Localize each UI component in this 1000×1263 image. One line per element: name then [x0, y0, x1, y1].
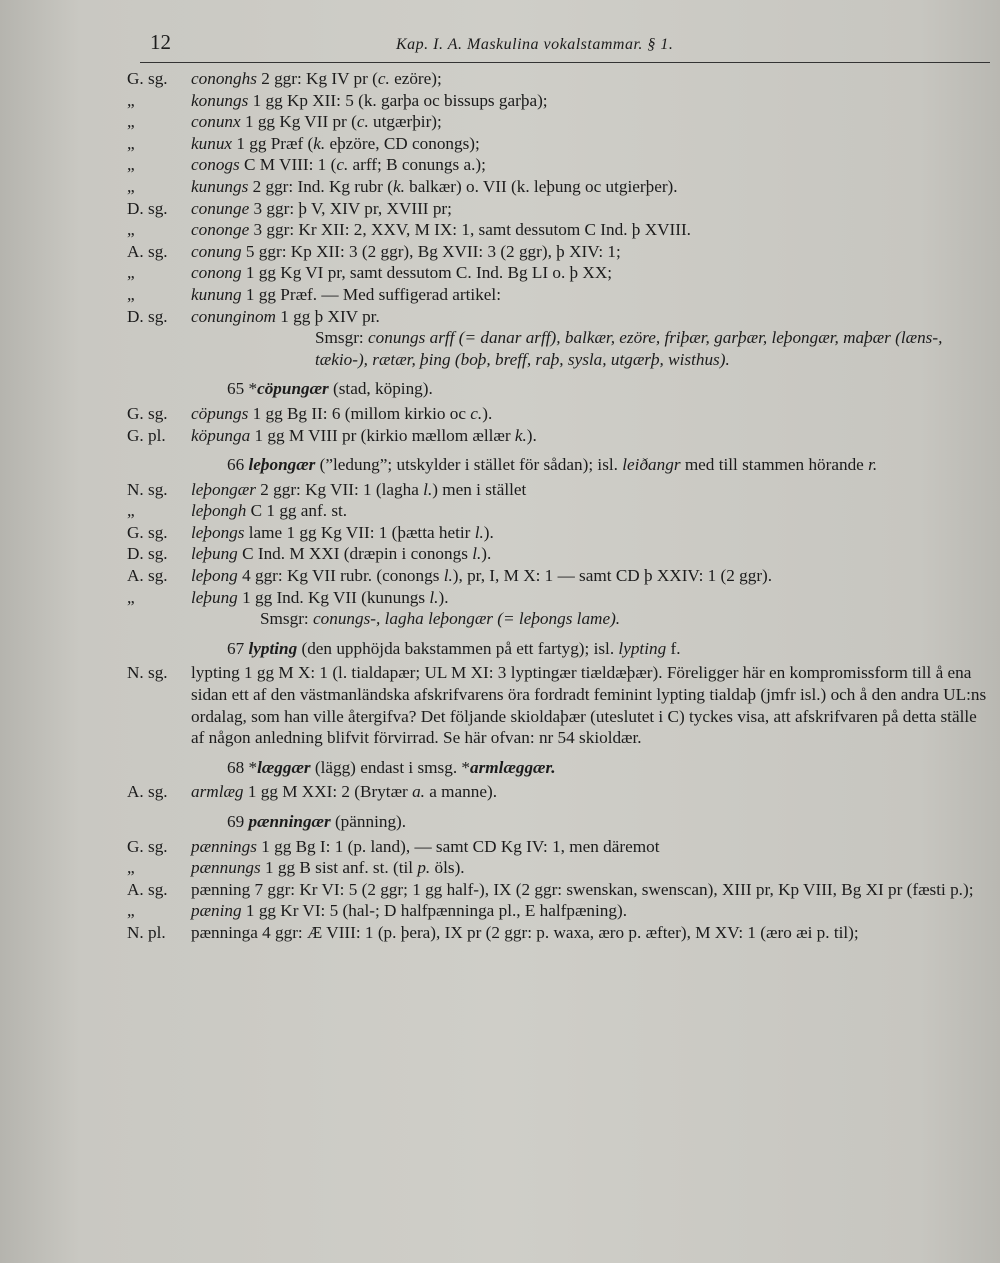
form-line — [127, 587, 989, 609]
form-line — [127, 836, 989, 858]
form-line — [127, 90, 989, 112]
form-label: N. sg. — [127, 479, 168, 499]
form-label: D. sg. — [127, 306, 168, 326]
entry-69-forms — [127, 836, 989, 879]
form-text: 1 gg Kg VII pr ( — [240, 112, 357, 132]
form-line — [127, 284, 989, 306]
headword: pænningær — [248, 812, 331, 831]
form-abbrev: k. — [313, 133, 326, 153]
entry-number: 65 * — [227, 379, 258, 399]
form-line — [127, 219, 989, 241]
form-text: 1 gg B sist anf. st. (til — [260, 858, 418, 878]
form-abbrev: a. — [412, 782, 425, 802]
form-text: 2 ggr: Kg IV pr ( — [256, 69, 378, 88]
form-word: pæning — [191, 901, 242, 921]
form-text: C M VIII: 1 ( — [239, 155, 337, 175]
form-abbrev: l. — [443, 566, 453, 586]
entry-number: 66 — [227, 455, 249, 475]
form-word: leþong — [191, 566, 238, 586]
form-text: 1 gg Præf ( — [232, 133, 314, 153]
compound-text: conungs arff (= danar arff), balkær, ezöre, friþær, garþær, leþongær, maþær (læns-, tækio-), rætær, þing (boþ, breff, raþ, sysla, utgærþ, wisthus). — [315, 328, 943, 369]
form-label: N. pl. — [127, 922, 166, 942]
form-label: N. sg. — [127, 663, 168, 683]
form-word: leþongh — [191, 501, 247, 521]
form-text: C 1 gg anf. st. — [246, 501, 348, 521]
form-text: pænninga 4 ggr: Æ VIII: 1 (p. þera), IX pr (2 ggr: p. waxa, æro p. æfter), M XV: 1 (æro æi p. til); — [191, 922, 859, 942]
gloss-word: r. — [868, 455, 878, 475]
form-text: pænning 7 ggr: Kr VI: 5 (2 ggr; 1 gg half-), IX (2 ggr: swenskan, swenscan), XIII pr, Kp VIII, Bg XI pr (fæsti p.); — [191, 879, 974, 899]
form-label: „ — [127, 112, 135, 132]
compound-label: Smsgr: — [315, 328, 364, 348]
form-text: ). — [526, 425, 537, 445]
form-text: lypting 1 gg M X: 1 (l. tialdapær; UL M XI: 3 lyptingær tiældæþær). Föreligger här en kompromissform till å ena sidan ett af den västmanländska afskrifvarens öra fordradt feminint lypting tialdaþ (jmfr isl.) och å den andra UL:ns ordalag, som han ville återgifva? Det följande skioldaþær (uteslutet i C) tyckes visa, att afskrifvaren på detta ställe af någon anledning blifvit förvirrad. Se här ofvan: nr 54 skioldær. — [191, 663, 987, 748]
entry-66-forms — [127, 479, 989, 609]
form-abbrev: p. — [417, 858, 431, 878]
form-text: 1 gg M XXI: 2 (Brytær — [243, 782, 413, 802]
form-label: „ — [127, 501, 135, 521]
form-line — [127, 68, 989, 90]
entry-67-heading — [127, 638, 989, 660]
form-line — [127, 154, 989, 176]
form-text: lame 1 gg Kg VII: 1 (þætta hetir — [244, 522, 475, 542]
gloss: med till stammen hörande — [680, 455, 869, 475]
form-abbrev: c. — [470, 403, 483, 423]
form-abbrev: c. — [356, 112, 369, 132]
gloss: (den upphöjda bakstammen på ett fartyg); isl. — [297, 638, 619, 658]
form-text: ) men i stället — [432, 479, 527, 499]
form-word: leþongær — [191, 479, 256, 499]
headword: lypting — [248, 638, 298, 658]
entry-65-heading — [127, 378, 989, 400]
form-word: köpunga — [191, 425, 251, 445]
form-line — [127, 306, 989, 328]
form-text: 4 ggr: Kg VII rubr. (conongs — [237, 566, 444, 586]
form-word: kunung — [191, 284, 242, 304]
form-word: kunux — [191, 133, 233, 153]
form-word: conong — [191, 263, 242, 283]
form-line — [127, 262, 989, 284]
entry-number: 68 * — [227, 757, 258, 777]
form-word: conogs — [191, 155, 240, 175]
form-text: ezöre); — [389, 69, 442, 88]
form-label: „ — [127, 133, 135, 153]
form-word: cöpungs — [191, 403, 249, 423]
form-word: pænnungs — [191, 858, 261, 878]
form-word: conunginom — [191, 306, 276, 326]
form-word: leþongs — [191, 522, 245, 542]
page-header — [150, 30, 970, 64]
form-word: armlæg — [191, 782, 244, 802]
form-label: „ — [127, 284, 135, 304]
form-label: „ — [127, 263, 135, 283]
gloss-word: leiðangr — [622, 455, 681, 475]
form-label: „ — [127, 858, 135, 878]
form-line — [127, 500, 989, 522]
form-abbrev: c. — [336, 155, 349, 175]
form-text: 1 gg Kr VI: 5 (hal-; D halfpænninga pl., E halfpæning). — [241, 901, 628, 921]
form-line — [127, 922, 989, 944]
form-line — [127, 241, 989, 263]
form-text: ). — [481, 544, 492, 564]
form-label: „ — [127, 155, 135, 175]
form-line — [127, 781, 989, 803]
compound-list — [127, 327, 989, 370]
form-text: ). — [483, 522, 494, 542]
form-word: conunx — [191, 112, 241, 132]
form-text: 1 gg þ XIV pr. — [275, 306, 380, 326]
form-text: 3 ggr: þ V, XIV pr, XVIII pr; — [249, 198, 452, 218]
form-text: 1 gg M VIII pr (kirkio mællom ællær — [250, 425, 515, 445]
form-abbrev: l. — [423, 479, 433, 499]
form-text: 1 gg Bg II: 6 (millom kirkio oc — [248, 403, 471, 423]
gloss: (”ledung”; utskylder i stället för sådan); isl. — [315, 455, 623, 475]
form-text: 1 gg Præf. — Med suffigerad artikel: — [241, 284, 501, 304]
form-word: leþung — [191, 587, 238, 607]
headword-compound: armlæggær. — [470, 757, 556, 777]
form-label: „ — [127, 587, 135, 607]
form-line — [127, 879, 989, 901]
form-label: „ — [127, 90, 135, 110]
compound-list — [127, 608, 989, 630]
form-label: G. sg. — [127, 836, 168, 856]
form-line — [127, 111, 989, 133]
form-text: ). — [438, 587, 449, 607]
form-abbrev: l. — [472, 544, 482, 564]
form-label: A. sg. — [127, 241, 168, 261]
form-line — [127, 176, 989, 198]
form-label: A. sg. — [127, 782, 168, 802]
form-line — [127, 425, 989, 447]
page-number: 12 — [150, 30, 171, 54]
form-text: arff; B conungs a.); — [348, 155, 486, 175]
entry-69-heading — [127, 811, 989, 833]
form-line — [127, 133, 989, 155]
form-word: leþung — [191, 544, 238, 564]
form-text: 2 ggr: Ind. Kg rubr ( — [248, 176, 393, 196]
entry-number: 69 — [227, 812, 249, 831]
form-text: a manne). — [424, 782, 498, 802]
form-text: 1 gg Kp XII: 5 (k. garþa oc bissups garþa); — [248, 90, 548, 110]
gloss: f. — [666, 638, 681, 658]
form-text: öls). — [430, 858, 465, 878]
gloss-word: lypting — [618, 638, 667, 658]
form-label: G. pl. — [127, 425, 166, 445]
headword: leþongær — [248, 455, 316, 475]
form-text: utgærþir); — [368, 112, 442, 132]
entry-64-forms — [127, 68, 989, 327]
form-word: cononge — [191, 220, 250, 240]
form-abbrev: c. — [377, 69, 390, 88]
entry-68-forms — [127, 781, 989, 803]
form-label: „ — [127, 901, 135, 921]
form-text: ), pr, I, M X: 1 — samt CD þ XXIV: 1 (2 ggr). — [452, 566, 773, 586]
form-line — [127, 479, 989, 501]
form-line — [127, 403, 989, 425]
gloss: (lägg) endast i smsg. * — [310, 757, 471, 777]
form-label: „ — [127, 176, 135, 196]
headword: cöpungær — [257, 379, 329, 399]
form-text: 5 ggr: Kp XII: 3 (2 ggr), Bg XVII: 3 (2 ggr), þ XIV: 1; — [241, 241, 621, 261]
form-text: 2 ggr: Kg VII: 1 (lagha — [255, 479, 424, 499]
form-label: G. sg. — [127, 522, 168, 542]
form-label: A. sg. — [127, 566, 168, 586]
entry-66-heading — [127, 454, 989, 476]
form-label: G. sg. — [127, 69, 168, 88]
form-word: kunungs — [191, 176, 249, 196]
form-text: balkær) o. VII (k. leþung oc utgierþer). — [404, 176, 678, 196]
headword: læggær — [257, 757, 311, 777]
compound-text: conungs-, lagha leþongær (= leþongs lame). — [313, 609, 621, 629]
entry-67-form — [127, 662, 989, 748]
form-text: 3 ggr: Kr XII: 2, XXV, M IX: 1, samt dessutom C Ind. þ XVIII. — [249, 220, 691, 240]
form-text: 1 gg Ind. Kg VII (kunungs — [237, 587, 430, 607]
gloss: (pänning). — [330, 812, 407, 831]
form-abbrev: l. — [429, 587, 439, 607]
form-text: 1 gg Bg I: 1 (p. land), — samt CD Kg IV: 1, men däremot — [256, 836, 660, 856]
form-abbrev: k. — [514, 425, 527, 445]
form-text: ). — [482, 403, 493, 423]
page-body — [127, 68, 989, 944]
form-word: conung — [191, 241, 242, 261]
form-line — [127, 198, 989, 220]
form-abbrev: l. — [474, 522, 484, 542]
form-text: eþzöre, CD conongs); — [325, 133, 480, 153]
form-label: G. sg. — [127, 403, 168, 423]
form-label: A. sg. — [127, 879, 168, 899]
header-rule — [140, 62, 990, 63]
form-line — [127, 543, 989, 565]
form-word: pænnings — [191, 836, 257, 856]
form-line — [127, 900, 989, 922]
entry-65-forms — [127, 403, 989, 446]
gloss: (stad, köping). — [328, 379, 433, 399]
form-text: 1 gg Kg VI pr, samt dessutom C. Ind. Bg LI o. þ XX; — [241, 263, 613, 283]
form-word: conunge — [191, 198, 250, 218]
form-line — [127, 565, 989, 587]
form-abbrev: k. — [392, 176, 405, 196]
entry-number: 67 — [227, 638, 249, 658]
form-label: D. sg. — [127, 198, 168, 218]
entry-68-heading — [127, 757, 989, 779]
form-word: konungs — [191, 90, 249, 110]
compound-label: Smsgr: — [260, 609, 309, 629]
form-word: cononghs — [191, 69, 257, 88]
form-text: C Ind. M XXI (dræpin i conongs — [237, 544, 473, 564]
form-label: D. sg. — [127, 544, 168, 564]
form-line — [127, 522, 989, 544]
running-head: Kap. I. A. Maskulina vokalstammar. § 1. — [396, 36, 674, 53]
form-label: „ — [127, 220, 135, 240]
form-line — [127, 857, 989, 879]
